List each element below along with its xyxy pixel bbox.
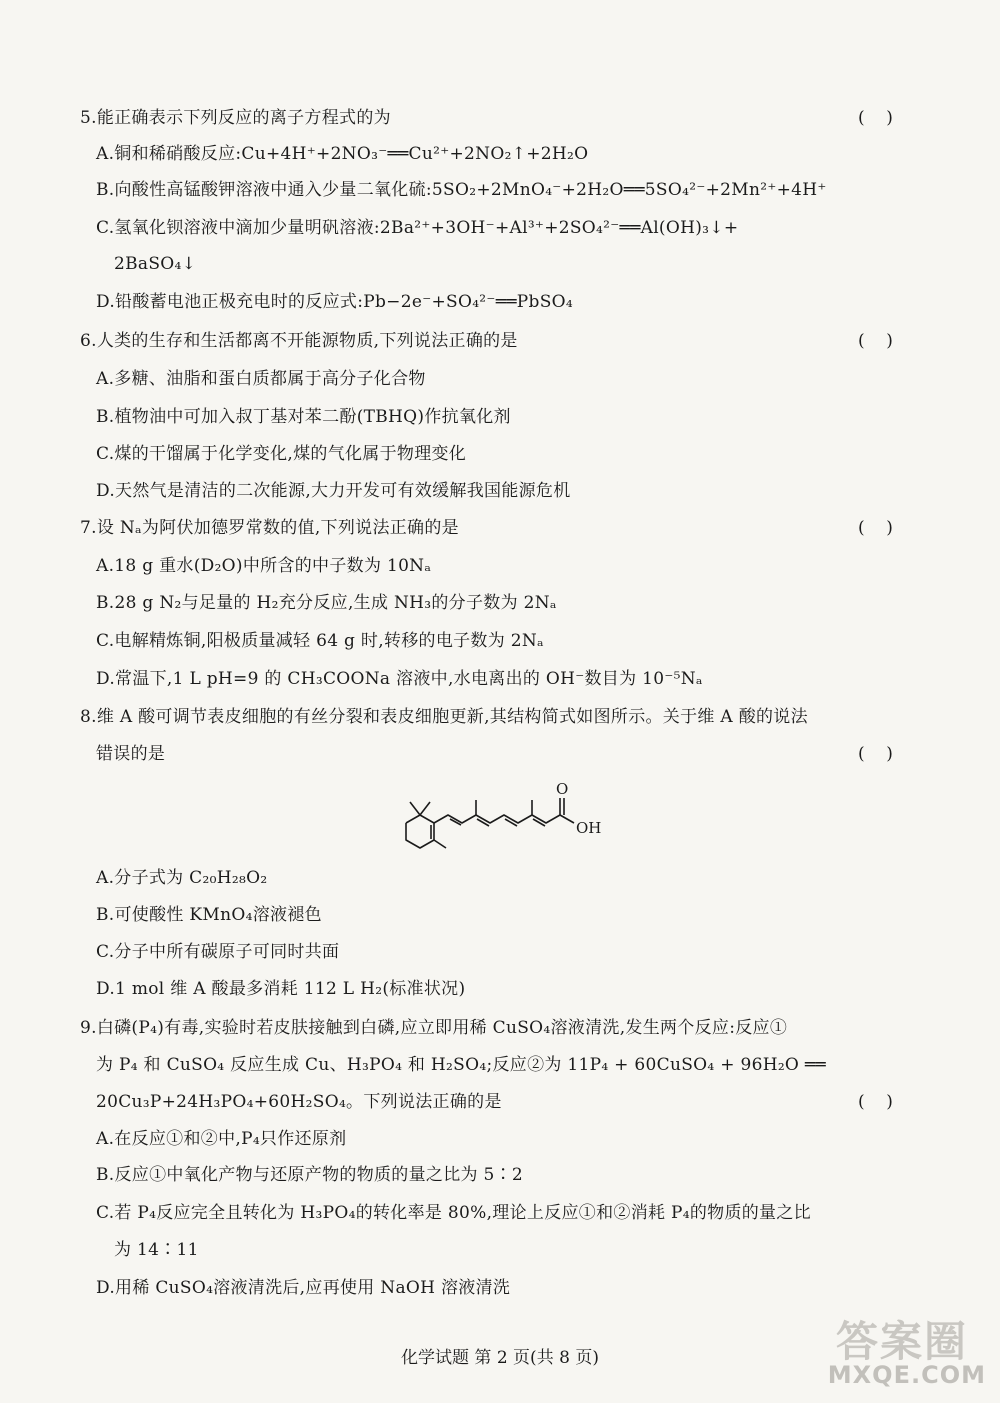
q5-option-c-cont: 2BaSO₄↓	[114, 254, 197, 274]
carbonyl-o-label: O	[556, 780, 569, 798]
methyl-2	[420, 802, 430, 815]
double-bond-2	[477, 819, 489, 826]
watermark-text-bottom: MXQE.COM	[827, 1361, 986, 1389]
q9-stem-cont-1: 为 P₄ 和 CuSO₄ 反应生成 Cu、H₃PO₄ 和 H₂SO₄;反应②为 11P₄ + 60CuSO₄ + 96H₂O ══	[96, 1055, 826, 1075]
polyene-chain	[434, 815, 560, 823]
q9-option-c-cont: 为 14∶11	[114, 1240, 199, 1260]
watermark-logo	[816, 1309, 986, 1389]
q5-option-b: B.向酸性高锰酸钾溶液中通入少量二氧化硫:5SO₂+2MnO₄⁻+2H₂O══5SO₄²⁻+2Mn²⁺+4H⁺	[96, 180, 827, 200]
q8-stem: 8.维 A 酸可调节表皮细胞的有丝分裂和表皮细胞更新,其结构简式如图所示。关于维 A 酸的说法	[80, 707, 808, 727]
watermark-text-top: 答案圈	[835, 1317, 968, 1366]
q9-stem-cont-2: 20Cu₃P+24H₃PO₄+60H₂SO₄。下列说法正确的是	[96, 1092, 502, 1112]
q7-option-d: D.常温下,1 L pH=9 的 CH₃COONa 溶液中,水电离出的 OH⁻数目为 10⁻⁵Nₐ	[96, 669, 703, 689]
q6-option-b: B.植物油中可加入叔丁基对苯二酚(TBHQ)作抗氧化剂	[96, 407, 511, 427]
q7-option-a: A.18 g 重水(D₂O)中所含的中子数为 10Nₐ	[96, 556, 432, 576]
page-footer: 化学试题 第 2 页(共 8 页)	[401, 1348, 599, 1368]
methyl-3	[434, 840, 446, 848]
q8-answer-bracket: ( )	[858, 744, 893, 764]
q5-stem: 5.能正确表示下列反应的离子方程式的为	[80, 108, 391, 128]
double-bond-4	[533, 819, 545, 826]
methyl-1	[410, 802, 420, 815]
q5-option-d: D.铅酸蓄电池正极充电时的反应式:Pb−2e⁻+SO₄²⁻══PbSO₄	[96, 292, 573, 312]
q8-option-b: B.可使酸性 KMnO₄溶液褪色	[96, 905, 322, 925]
q6-option-c: C.煤的干馏属于化学变化,煤的气化属于物理变化	[96, 444, 467, 464]
retinoic-acid-structure	[390, 778, 630, 858]
q6-stem: 6.人类的生存和生活都离不开能源物质,下列说法正确的是	[80, 331, 518, 351]
q7-answer-bracket: ( )	[858, 518, 893, 538]
q5-answer-bracket: ( )	[858, 108, 893, 128]
q9-answer-bracket: ( )	[858, 1092, 893, 1112]
q8-stem-cont: 错误的是	[96, 744, 166, 764]
q6-option-d: D.天然气是清洁的二次能源,大力开发可有效缓解我国能源危机	[96, 481, 571, 501]
ring-bonds	[406, 815, 434, 848]
q7-option-b: B.28 g N₂与足量的 H₂充分反应,生成 NH₃的分子数为 2Nₐ	[96, 593, 557, 613]
q6-option-a: A.多糖、油脂和蛋白质都属于高分子化合物	[96, 369, 426, 389]
q5-option-a: A.铜和稀硝酸反应:Cu+4H⁺+2NO₃⁻══Cu²⁺+2NO₂↑+2H₂O	[96, 144, 589, 164]
double-bond-3	[505, 819, 517, 826]
q7-option-c: C.电解精炼铜,阳极质量减轻 64 g 时,转移的电子数为 2Nₐ	[96, 631, 544, 651]
c-oh-bond	[560, 815, 574, 823]
q9-option-b: B.反应①中氧化产物与还原产物的物质的量之比为 5∶2	[96, 1165, 524, 1185]
q8-option-a: A.分子式为 C₂₀H₂₈O₂	[96, 868, 268, 888]
q7-stem: 7.设 Nₐ为阿伏加德罗常数的值,下列说法正确的是	[80, 518, 459, 538]
q9-option-a: A.在反应①和②中,P₄只作还原剂	[96, 1129, 347, 1149]
q8-option-d: D.1 mol 维 A 酸最多消耗 112 L H₂(标准状况)	[96, 979, 466, 999]
q8-option-c: C.分子中所有碳原子可同时共面	[96, 942, 340, 962]
q9-stem: 9.白磷(P₄)有毒,实验时若皮肤接触到白磷,应立即用稀 CuSO₄溶液清洗,发生两个反应:反应①	[80, 1018, 788, 1038]
q6-answer-bracket: ( )	[858, 331, 893, 351]
q9-option-d: D.用稀 CuSO₄溶液清洗后,应再使用 NaOH 溶液清洗	[96, 1278, 511, 1298]
q9-option-c: C.若 P₄反应完全且转化为 H₃PO₄的转化率是 80%,理论上反应①和②消耗 P₄的物质的量之比	[96, 1203, 811, 1223]
hydroxyl-label: OH	[576, 819, 602, 837]
q5-option-c: C.氢氧化钡溶液中滴加少量明矾溶液:2Ba²⁺+3OH⁻+Al³⁺+2SO₄²⁻══Al(OH)₃↓+	[96, 218, 739, 238]
